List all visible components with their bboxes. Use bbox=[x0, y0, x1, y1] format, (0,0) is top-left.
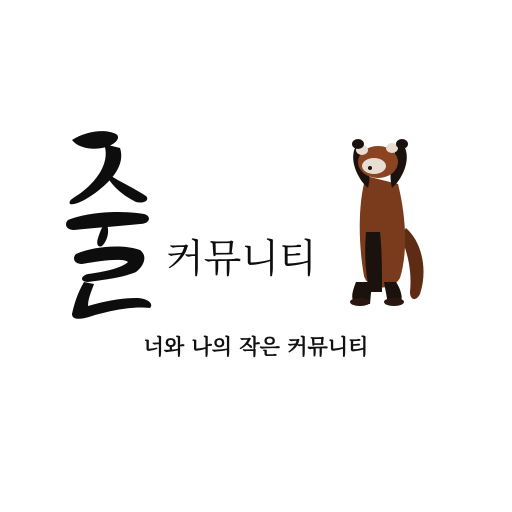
panda-foot-right bbox=[384, 298, 404, 306]
brush-stroke-rieul-bottom bbox=[72, 282, 151, 319]
panda-foot-left bbox=[350, 298, 370, 306]
red-panda-standing-icon bbox=[336, 132, 432, 312]
panda-face-white bbox=[362, 158, 386, 174]
logo-subtitle: 커뮤니티 bbox=[166, 237, 317, 282]
panda-nose bbox=[368, 166, 372, 170]
panda-paw-right bbox=[396, 139, 408, 149]
brush-stroke-right-leg bbox=[108, 174, 147, 203]
brush-stroke-diagonal bbox=[70, 144, 122, 204]
brush-calligraphy-jul-icon bbox=[64, 126, 154, 322]
panda-paw-left bbox=[352, 139, 364, 149]
brush-stroke-rieul-top bbox=[74, 247, 144, 282]
tagline: 너와 나의 작은 커뮤니티 bbox=[143, 335, 369, 359]
